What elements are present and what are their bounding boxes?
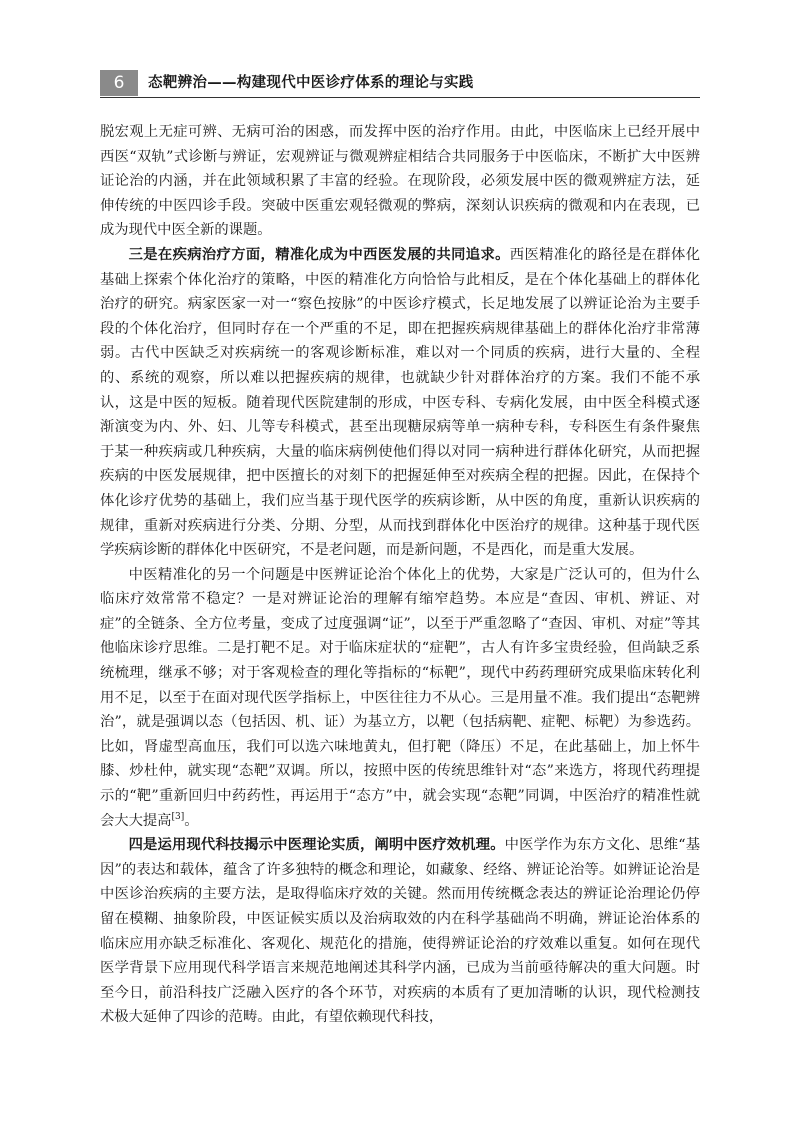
paragraph-lead: 四是运用现代科技揭示中医理论实质，阐明中医疗效机理。 bbox=[128, 837, 505, 854]
paragraph-3 bbox=[100, 563, 700, 834]
paragraph-text: 中医精准化的另一个问题是中医辨证论治个体化上的优势，大家是广泛认可的，但为什么临床疗效常常不稳定？一是对辨证论治的理解有缩窄趋势。本应是“查因、审机、辨证、对症”的全链条、全方位考量，变成了过度强调“证”，以至于严重忽略了“查因、审机、对症”等其他临床诊疗思维。二是打靶不足。对于临床症状的“症靶”，古人有许多宝贵经验，但尚缺乏系统梳理，继承不够；对于客观检查的理化等指标的“标靶”，现代中药药理研究成果临床转化利用不足，以至于在面对现代医学指标上，中医往往力不从心。三是用量不准。我们提出“态靶辨治”，就是强调以态（包括因、机、证）为基立方，以靶（包括病靶、症靶、标靶）为参选药。比如，肾虚型高血压，我们可以选六味地黄丸，但打靶（降压）不足，在此基础上，加上怀牛膝、炒杜仲，就实现“态靶”双调。所以，按照中医的传统思维针对“态”来选方，将现代药理提示的“靶”重新回归中药药性，再运用于“态方”中，就会实现“态靶”同调，中医治疗的精准性就会大大提高 bbox=[100, 566, 700, 829]
paragraph-lead: 三是在疾病治疗方面，精准化成为中西医发展的共同追求。 bbox=[128, 246, 510, 263]
header-rule bbox=[100, 97, 700, 98]
running-header bbox=[100, 70, 700, 96]
paragraph-text: 脱宏观上无症可辨、无病可治的困惑，而发挥中医的治疗作用。由此，中医临床上已经开展中西医“双轨”式诊断与辨证，宏观辨证与微观辨症相结合共同服务于中医临床，不断扩大中医辨证论治的内涵，并在此领域积累了丰富的经验。在现阶段，必须发展中医的微观辨症方法，延伸传统的中医四诊手段。突破中医重宏观轻微观的弊病，深刻认识疾病的微观和内在表现，已成为现代中医全新的课题。 bbox=[100, 124, 700, 239]
paragraph-2 bbox=[100, 243, 700, 563]
page-number: 6 bbox=[100, 70, 138, 96]
paragraph-1 bbox=[100, 120, 700, 243]
citation-ref[interactable]: [3] bbox=[171, 811, 185, 822]
paragraph-text: 西医精准化的路径是在群体化基础上探索个体化治疗的策略，中医的精准化方向恰恰与此相反，是在个体化基础上的群体化治疗的研究。病家医家一对一“察色按脉”的中医诊疗模式，长足地发展了以辨证论治为主要手段的个体化治疗，但同时存在一个严重的不足，即在把握疾病规律基础上的群体化治疗非常薄弱。古代中医缺乏对疾病统一的客观诊断标准，难以对一个同质的疾病，进行大量的、全程的、系统的观察，所以难以把握疾病的规律，也就缺少针对群体治疗的方案。我们不能不承认，这是中医的短板。随着现代医院建制的形成，中医专科、专病化发展，由中医全科模式逐渐演变为内、外、妇、儿等专科模式，甚至出现糖尿病等单一病种专科，专科医生有条件聚焦于某一种疾病或几种疾病，大量的临床病例使他们得以对同一病种进行群体化研究，从而把握疾病的中医发展规律，把中医擅长的对刻下的把握延伸至对疾病全程的把握。因此，在保持个体化诊疗优势的基础上，我们应当基于现代医学的疾病诊断，从中医的角度，重新认识疾病的规律，重新对疾病进行分类、分期、分型，从而找到群体化中医治疗的规律。这种基于现代医学疾病诊断的群体化中医研究，不是老问题，而是新问题，不是西化，而是重大发展。 bbox=[100, 246, 701, 559]
body-text bbox=[100, 120, 700, 1120]
running-title: 态靶辨治——构建现代中医诊疗体系的理论与实践 bbox=[148, 75, 474, 91]
paragraph-4 bbox=[100, 833, 700, 1030]
paragraph-text: 中医学作为东方文化、思维“基因”的表达和载体，蕴含了许多独特的概念和理论，如藏象、经络、辨证论治等。如辨证论治是中医诊治疾病的主要方法，是取得临床疗效的关键。然而用传统概念表达的辨证论治理论仍停留在模糊、抽象阶段，中医证候实质以及治病取效的内在科学基础尚不明确，辨证论治体系的临床应用亦缺乏标准化、客观化、规范化的措施，使得辨证论治的疗效难以重复。如何在现代医学背景下应用现代科学语言来规范地阐述其科学内涵，已成为当前亟待解决的重大问题。时至今日，前沿科技广泛融入医疗的各个环节，对疾病的本质有了更加清晰的认识，现代检测技术极大延伸了四诊的范畴。由此，有望依赖现代科技， bbox=[100, 837, 700, 1026]
paragraph-tail: 。 bbox=[184, 812, 199, 829]
